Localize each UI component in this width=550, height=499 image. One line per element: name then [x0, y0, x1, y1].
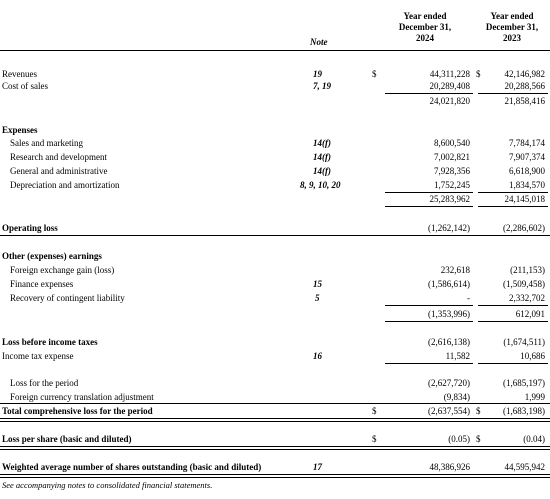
row-label: Income tax expense: [2, 351, 74, 361]
row-value-2023: 20,288,566: [504, 81, 545, 91]
row-value-2024: 11,582: [445, 351, 470, 361]
row-note: 17: [313, 462, 322, 472]
row-value-2024: 8,600,540: [434, 138, 470, 148]
row-value-2023: (1,685,197): [503, 378, 545, 388]
header-2023-line2: December 31,: [485, 22, 539, 32]
row-value-2024: (2,627,720): [428, 378, 470, 388]
row-value-2023: 42,146,982: [504, 69, 545, 79]
row-value-2024: 48,386,926: [429, 462, 470, 472]
currency-2024: $: [372, 69, 377, 79]
currency-2023: $: [476, 406, 481, 416]
operating-loss-label: Operating loss: [2, 223, 58, 233]
row-value-2024: 7,928,356: [434, 166, 470, 176]
row-value-2023: (0.04): [523, 434, 545, 444]
row-value-2023: (211,153): [510, 265, 545, 275]
row-label: Depreciation and amortization: [10, 180, 120, 190]
row-value-2024: 7,002,821: [434, 152, 470, 162]
currency-2023: $: [476, 69, 481, 79]
row-value-2023: (1,674,511): [503, 337, 545, 347]
section-title-other: Other (expenses) earnings: [2, 251, 102, 261]
weighted-average-shares-label: Weighted average number of shares outstanding (basic and diluted): [2, 462, 262, 472]
currency-2024: $: [372, 434, 377, 444]
row-value-2023: 21,858,416: [504, 96, 545, 106]
row-value-2023: 1,999: [524, 392, 545, 402]
currency-2023: $: [476, 434, 481, 444]
row-value-2024: (2,637,554): [428, 406, 470, 416]
loss-before-tax-label: Loss before income taxes: [2, 337, 98, 347]
row-value-2024: (1,262,142): [428, 223, 470, 233]
row-label: Foreign currency translation adjustment: [10, 392, 154, 402]
row-value-2023: 612,091: [515, 309, 545, 319]
row-value-2024: (9,834): [443, 392, 470, 402]
row-value-2023: 24,145,018: [504, 194, 545, 204]
row-label: General and administrative: [10, 166, 108, 176]
row-value-2023: 10,686: [520, 351, 545, 361]
row-value-2024: -: [467, 293, 470, 303]
header-note: Note: [310, 37, 328, 47]
row-value-2023: 1,834,570: [509, 180, 545, 190]
header-2023-line3: 2023: [503, 33, 521, 43]
header-rule: [0, 50, 550, 51]
row-label: Foreign exchange gain (loss): [10, 265, 115, 275]
row-value-2024: (0.05): [448, 434, 470, 444]
row-note: 14(f): [313, 138, 331, 148]
loss-per-share-label: Loss per share (basic and diluted): [2, 434, 132, 444]
row-label: Finance expenses: [10, 279, 74, 289]
row-note: 5: [315, 293, 320, 303]
row-value-2024: (1,353,996): [428, 309, 470, 319]
row-value-2023: 7,907,374: [509, 152, 545, 162]
row-label: Cost of sales: [2, 81, 48, 91]
row-value-2024: (2,616,138): [428, 337, 470, 347]
row-value-2024: 25,283,962: [429, 194, 470, 204]
row-value-2023: (1,683,198): [503, 406, 545, 416]
row-label: Research and development: [10, 152, 107, 162]
row-value-2023: (1,509,458): [503, 279, 545, 289]
row-note: 8, 9, 10, 20: [300, 180, 341, 190]
row-value-2023: 7,784,174: [509, 138, 545, 148]
row-note: 14(f): [313, 166, 331, 176]
row-note: 7, 19: [313, 81, 331, 91]
row-note: 16: [313, 351, 322, 361]
row-label: Loss for the period: [10, 378, 79, 388]
row-note: 14(f): [313, 152, 331, 162]
row-value-2024: 44,311,228: [429, 69, 470, 79]
row-label: Sales and marketing: [10, 138, 83, 148]
header-2024-line1: Year ended: [403, 11, 447, 21]
row-value-2023: 6,618,900: [509, 166, 545, 176]
row-label: Recovery of contingent liability: [10, 293, 125, 303]
row-value-2024: 24,021,820: [429, 96, 470, 106]
total-comprehensive-loss-label: Total comprehensive loss for the period: [2, 406, 153, 416]
footnote: See accompanying notes to consolidated financial statements.: [2, 480, 213, 490]
row-value-2023: (2,286,602): [503, 223, 545, 233]
header-2024-line2: December 31,: [398, 22, 452, 32]
row-value-2023: 2,332,702: [509, 293, 545, 303]
row-value-2024: 1,752,245: [434, 180, 470, 190]
row-value-2024: (1,586,614): [428, 279, 470, 289]
section-title-expenses: Expenses: [2, 125, 38, 135]
row-note: 15: [313, 279, 322, 289]
currency-2024: $: [372, 406, 377, 416]
row-value-2024: 20,289,408: [429, 81, 470, 91]
row-value-2023: 44,595,942: [504, 462, 545, 472]
row-label: Revenues: [2, 69, 37, 79]
header-2023-line1: Year ended: [490, 11, 534, 21]
header-2024-line3: 2024: [416, 33, 434, 43]
row-note: 19: [313, 69, 322, 79]
row-value-2024: 232,618: [440, 265, 470, 275]
